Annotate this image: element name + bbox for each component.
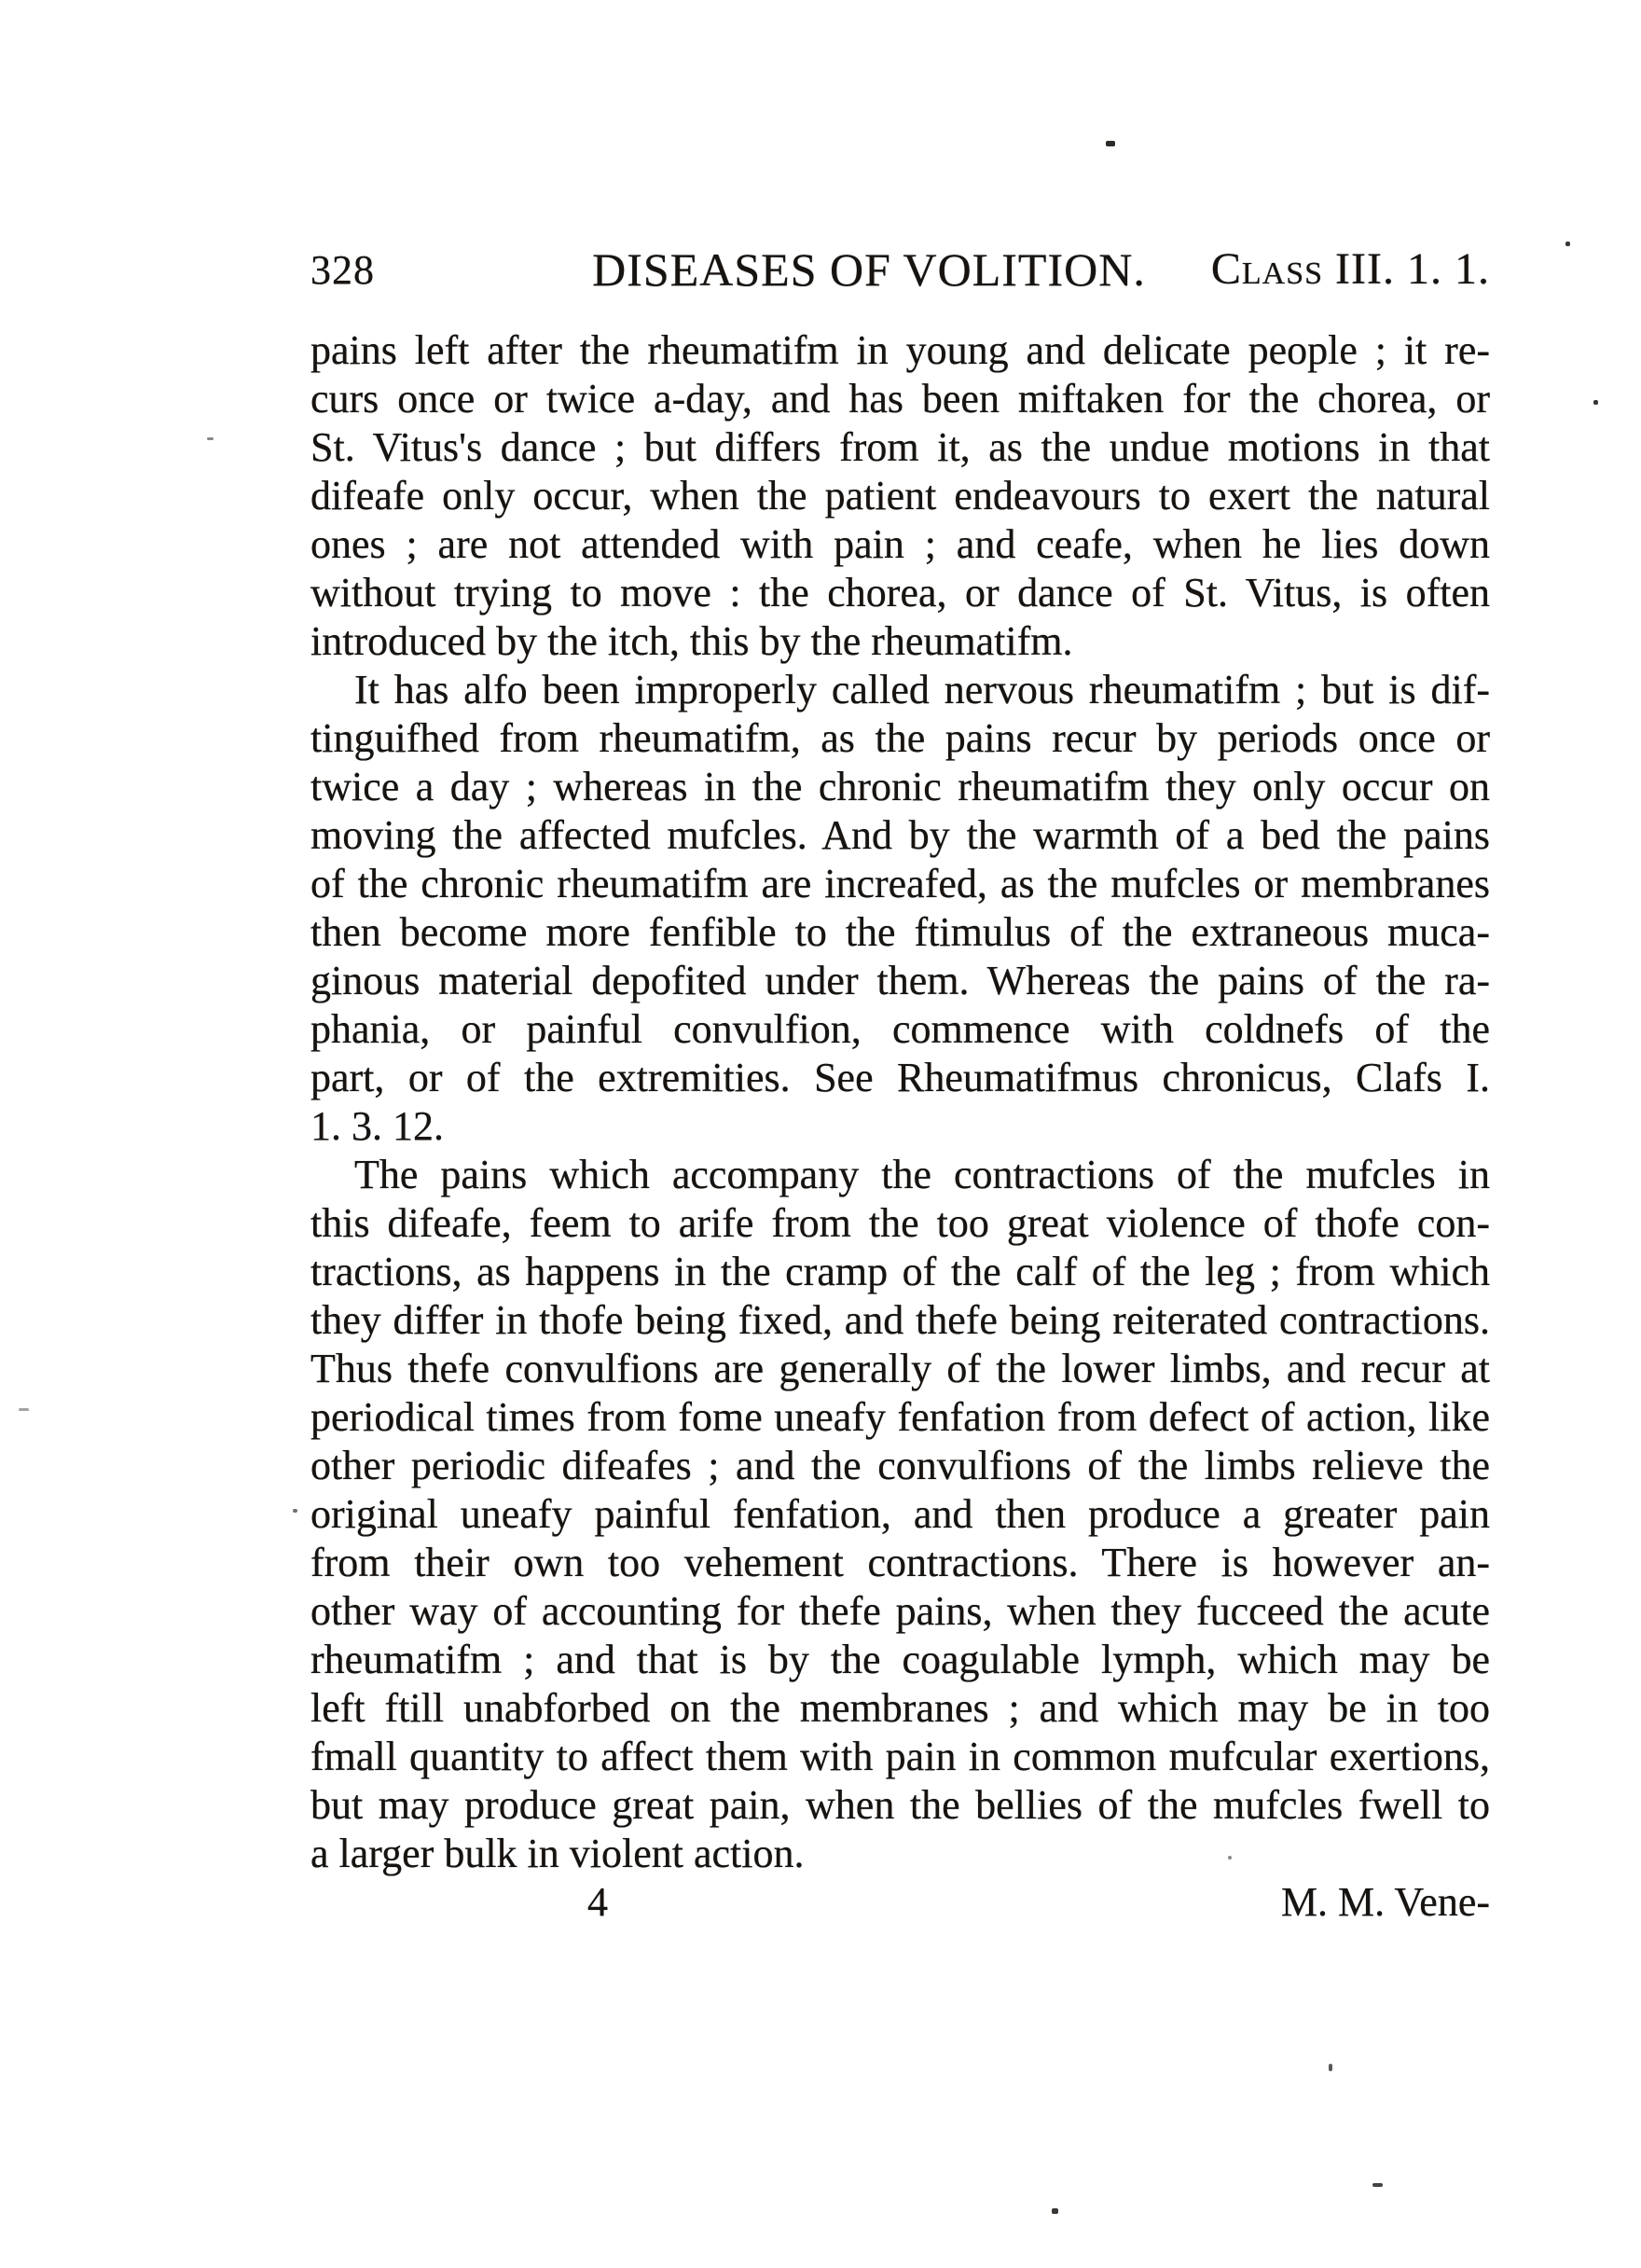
ink-speck (19, 1408, 29, 1411)
ink-speck (1106, 141, 1115, 146)
body-line: but may produce great pain, when the bellies of the mufcles fwell to (310, 1782, 1490, 1828)
body-line: fmall quantity to affect them with pain in common mufcular exertions, (310, 1734, 1490, 1779)
ink-speck (1052, 2208, 1058, 2214)
page-number: 328 (310, 247, 375, 293)
signature-mark: 4 (587, 1879, 608, 1925)
header-class-label: Class III. 1. 1. (1210, 244, 1490, 294)
ink-speck (293, 1509, 297, 1513)
body-line: ones ; are not attended with pain ; and ceafe, when he lies down (310, 521, 1490, 567)
ink-speck (1372, 2183, 1383, 2187)
body-line: Thus thefe convulfions are generally of the lower limbs, and recur at (310, 1346, 1490, 1391)
body-line: St. Vitus's dance ; but differs from it, as the undue motions in that (310, 424, 1490, 470)
body-line: introduced by the itch, this by the rheumatifm. (310, 618, 1073, 664)
body-line: tractions, as happens in the cramp of the calf of the leg ; from which (310, 1249, 1490, 1294)
body-line: part, or of the extremities. See Rheumatifmus chronicus, Clafs I. (310, 1055, 1490, 1100)
body-line: The pains which accompany the contractions of the mufcles in (354, 1152, 1490, 1197)
body-line: a larger bulk in violent action. (310, 1831, 805, 1876)
catchword: M. M. Vene- (1280, 1879, 1490, 1925)
body-line: without trying to move : the chorea, or dance of St. Vitus, is often (310, 570, 1490, 615)
running-header (310, 235, 1490, 296)
body-line: rheumatifm ; and that is by the coagulable lymph, which may be (310, 1637, 1490, 1682)
body-line: 1. 3. 12. (310, 1103, 444, 1149)
body-line: phania, or painful convulfion, commence with coldnefs of the (310, 1006, 1490, 1052)
ink-speck (207, 437, 214, 440)
body-line: tinguifhed from rheumatifm, as the pains recur by periods once or (310, 715, 1490, 761)
body-line: they differ in thofe being fixed, and thefe being reiterated contractions. (310, 1297, 1490, 1343)
page-footer (310, 1878, 1490, 1927)
ink-speck (1228, 1856, 1232, 1860)
body-text (310, 326, 1490, 1878)
ink-speck (1565, 242, 1570, 246)
body-line: ginous material depofited under them. Whereas the pains of the ra- (310, 958, 1490, 1003)
body-line: other way of accounting for thefe pains, when they fucceed the acute (310, 1588, 1490, 1634)
body-line: It has alfo been improperly called nervous rheumatifm ; but is dif- (354, 667, 1490, 712)
body-line: pains left after the rheumatifm in young and delicate people ; it re- (310, 327, 1490, 373)
body-line: from their own too vehement contractions. There is however an- (310, 1540, 1490, 1585)
body-line: difeafe only occur, when the patient endeavours to exert the natural (310, 473, 1490, 519)
running-title: DISEASES OF VOLITION. (592, 243, 1146, 296)
body-line: twice a day ; whereas in the chronic rheumatifm they only occur on (310, 764, 1490, 809)
body-line: of the chronic rheumatifm are increafed, as the mufcles or membranes (310, 861, 1490, 906)
body-line: other periodic difeafes ; and the convulfions of the limbs relieve the (310, 1443, 1490, 1488)
body-line: periodical times from fome uneafy fenfation from defect of action, like (310, 1394, 1490, 1440)
body-line: left ftill unabforbed on the membranes ; and which may be in too (310, 1685, 1490, 1731)
body-line: then become more fenfible to the ftimulus of the extraneous muca- (310, 909, 1490, 955)
ink-speck (1329, 2064, 1332, 2071)
body-line: this difeafe, feem to arife from the too great violence of thofe con- (310, 1200, 1490, 1246)
ink-speck (1593, 400, 1598, 405)
body-line: moving the affected mufcles. And by the warmth of a bed the pains (310, 812, 1490, 858)
body-line: original uneafy painful fenfation, and then produce a greater pain (310, 1491, 1490, 1537)
body-line: curs once or twice a-day, and has been miftaken for the chorea, or (310, 376, 1490, 422)
